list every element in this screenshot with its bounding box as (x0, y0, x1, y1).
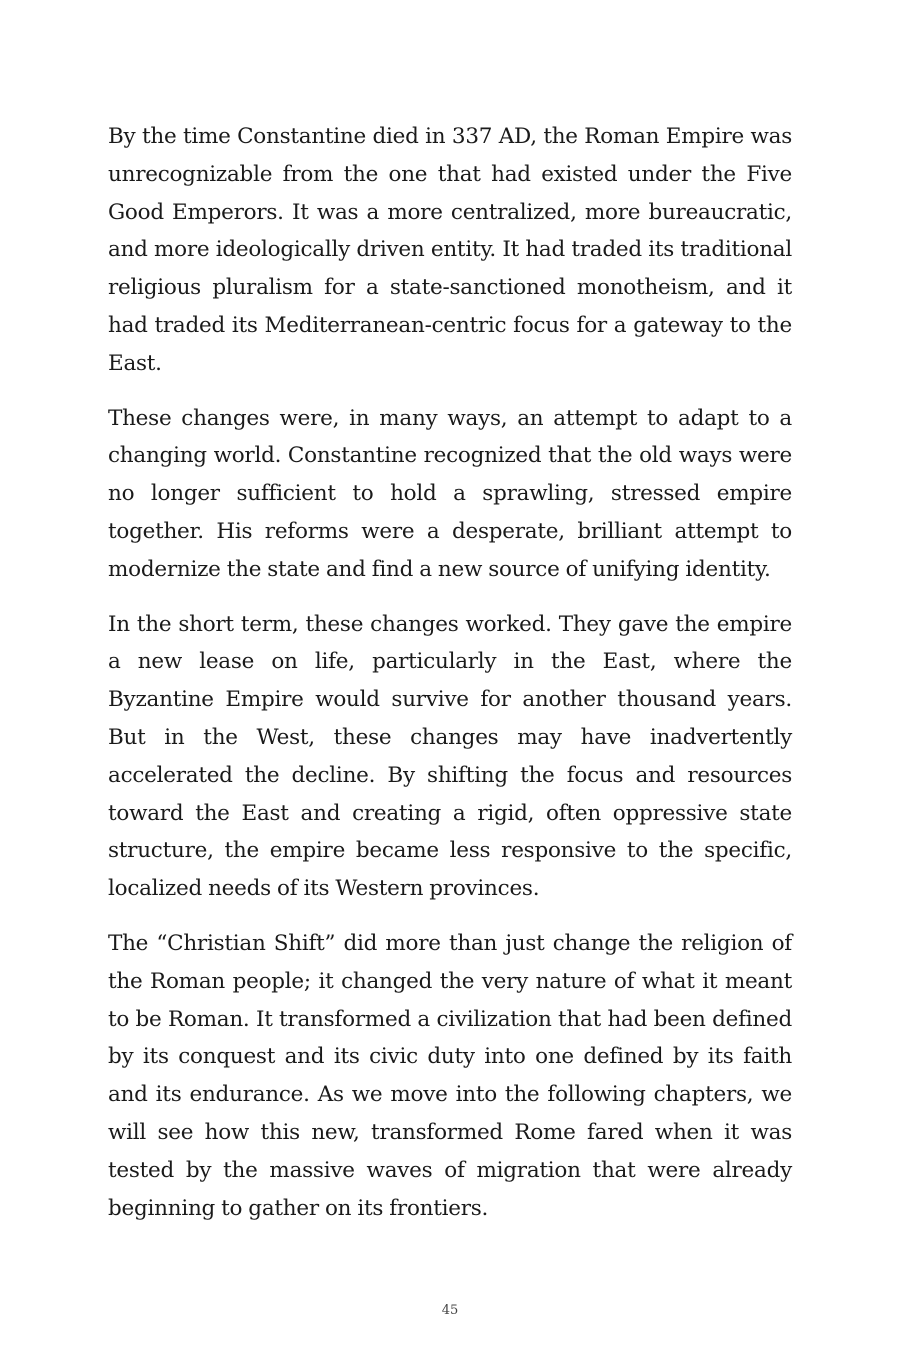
body-text (108, 118, 792, 1244)
paragraph-3: In the short term, these changes worked. They gave the empire a new lease on life, particularly in the East, where the Byzantine Empire would survive for another thousand years. But in the West, these changes may have inadvertently accelerated the decline. By shifting the focus and resources toward the East and creating a rigid, often oppressive state structure, the empire became less responsive to the specific, localized needs of its Western provinces. (108, 611, 792, 902)
page-number: 45 (441, 1303, 459, 1318)
paragraph-1: By the time Constantine died in 337 AD, the Roman Empire was unrecognizable from the one that had existed under the Five Good Emperors. It was a more centralized, more bureaucratic, and more ideologically driven entity. It had traded its traditional religious pluralism for a state-sanctioned monotheism, and it had traded its Mediterranean-centric focus for a gateway to the East. (108, 124, 792, 376)
paragraph-2: These changes were, in many ways, an attempt to adapt to a changing world. Constantine recognized that the old ways were no longer sufficient to hold a sprawling, stressed empire together. His reforms were a desperate, brilliant attempt to modernize the state and find a new source of unifying identity. (108, 405, 792, 582)
paragraph-4: The “Christian Shift” did more than just change the religion of the Roman people; it changed the very nature of what it meant to be Roman. It transformed a civilization that had been defined by its conquest and its civic duty into one defined by its faith and its endurance. As we move into the following chapters, we will see how this new, transformed Rome fared when it was tested by the massive waves of migration that were already beginning to gather on its frontiers. (108, 930, 792, 1221)
